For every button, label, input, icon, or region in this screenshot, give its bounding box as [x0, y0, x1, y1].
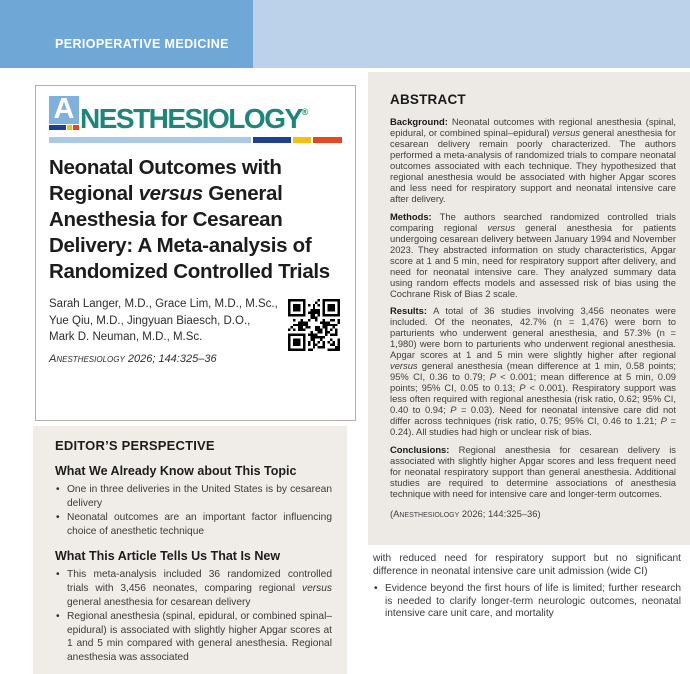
section-label-block [0, 0, 253, 68]
author-line: Sarah Langer, M.D., Grace Lim, M.D., M.Sc., [49, 298, 278, 310]
abstract-results [390, 305, 676, 437]
stripe-navy [49, 125, 66, 130]
abstract-panel [368, 72, 690, 545]
article-card [35, 85, 356, 421]
bar-segment-lightblue [49, 137, 251, 143]
logo-letter-a: A [49, 96, 79, 124]
citation-volume-pages: 2026; 144:325–36 [124, 352, 217, 365]
section-label-results: Results: [390, 305, 427, 316]
journal-header-band [0, 0, 690, 68]
bar-segment-navy [253, 137, 291, 143]
abstract-methods [390, 211, 676, 299]
list-item: • Regional anesthesia (spinal, epidural, or combined spinal–epidural) is associated with slightly higher Apgar scores at 1 and 5 min compared with general anesthesia. Regional anesthesia was associated [55, 610, 332, 664]
known-topic-list [55, 483, 332, 538]
article-title: Neonatal Outcomes with Regional versus General Anesthesia for Cesarean Delivery: A Meta-analysis of Randomized Controlled Trials [49, 156, 330, 283]
list-item: • Evidence beyond the first hours of life is limited; further research is needed to clarify longer-term neurologic outcomes, neonatal intensive care unit care, and mortality [373, 583, 681, 621]
section-label-background: Background: [390, 116, 448, 127]
continuation-list [373, 583, 681, 621]
list-item: • Neonatal outcomes are an important factor influencing choice of anesthetic technique [55, 511, 332, 538]
section-label-methods: Methods: [390, 210, 432, 222]
new-findings-list [55, 568, 332, 664]
abstract-conclusions [390, 444, 676, 499]
abstract-citation [390, 508, 676, 519]
section-text: A total of 36 studies involving 3,456 neonates were included. Of the neonates, 42.7% (n = 1,476) were born to parturients who underwent general anesthesia, and 57.3% (n = 1,980) were born to parturients who underwent regional anesthesia. Apgar scores at 1 and 5 min were slightly higher after regional versus general anesthesia (mean difference at 1 min, 0.58 points; 95% CI, 0.36 to 0.79; P < 0.001; mean difference at 5 min, 0.09 points; 95% CI, 0.05 to 0.13; P < 0.001). Respiratory support was less often required with regional anesthesia (risk ratio, 0.62; 95% CI, 0.40 to 0.94; P = 0.03). Need for neonatal intensive care did not differ across techniques (risk ratio, 0.75; 95% CI, 0.46 to 1.21; P = 0.24). All studies had high or unclear risk of bias. [390, 305, 676, 437]
article-citation [49, 353, 278, 365]
byline-row [49, 296, 342, 365]
logo-color-bar [49, 137, 342, 143]
section-text: The authors searched randomized controlled trials comparing regional versus general anesthesia for patients undergoing cesarean delivery between January 1994 and November 2023. They abstracted information on study characteristics, Apgar score at 1 and 5 min, need for respiratory support after delivery, and need for neonatal intensive care. They analyzed summary data using random effects models and assessed risk of bias using the Cochrane Risk of Bias 2 scale. [390, 210, 676, 299]
logo-wordmark [80, 96, 308, 135]
abstract-heading: ABSTRACT [390, 92, 466, 107]
citation-journal-name: Anesthesiology [49, 352, 125, 365]
editors-perspective-panel [33, 426, 347, 674]
editors-perspective-continuation [373, 553, 681, 622]
list-item: • This meta-analysis included 36 randomized controlled trials with 3,456 neonates, comparing regional versus general anesthesia for cesarean delivery [55, 568, 332, 609]
citation-volume-pages: 2026; 144:325–36) [459, 507, 541, 519]
continuation-text: with reduced need for respiratory support but no significant difference in neonatal intensive care unit admission (wide CI) [373, 553, 681, 577]
editors-perspective-heading: EDITOR’S PERSPECTIVE [55, 438, 215, 453]
citation-journal-name: (Anesthesiology [390, 507, 460, 519]
qr-code-block [288, 299, 340, 365]
author-citation-block [49, 296, 278, 365]
new-findings-heading: What This Article Tells Us That Is New [55, 549, 281, 564]
author-line: Mark D. Neuman, M.D., M.Sc. [49, 331, 203, 343]
bar-segment-red [313, 137, 342, 143]
qr-code [288, 299, 340, 351]
bar-segment-yellow [293, 137, 311, 143]
logo-letter-block [49, 93, 79, 130]
journal-logo [49, 93, 342, 135]
abstract-background [390, 116, 676, 204]
section-label: PERIOPERATIVE MEDICINE [55, 37, 229, 51]
author-line: Yue Qiu, M.D., Jingyuan Biaesch, D.O., [49, 314, 251, 327]
logo-wordmark-text: NESTHESIOLOGY [80, 103, 302, 134]
known-topic-heading: What We Already Know about This Topic [55, 464, 297, 478]
section-text: Neonatal outcomes with regional anesthesia (spinal, epidural, or combined spinal–epidural) versus general anesthesia for cesarean delivery remain poorly characterized. The authors performed a meta-analysis of randomized trials to compare neonatal outcomes associated with each technique. They hypothesized that regional anesthesia would be associated with higher Apgar scores and less need for respiratory support and neonatal intensive care after delivery. [390, 116, 676, 204]
list-item: • One in three deliveries in the United States is by cesarean delivery [55, 483, 332, 510]
section-label-conclusions: Conclusions: [390, 443, 450, 455]
author-list [49, 296, 278, 346]
registered-trademark: ® [301, 107, 309, 117]
stripe-red [73, 125, 79, 130]
stripe-yellow [67, 125, 73, 130]
logo-letter-stripes [49, 125, 79, 130]
section-text: Regional anesthesia for cesarean delivery is associated with slightly higher Apgar scores and less frequent need for neonatal respiratory support than general anesthesia. Additional studies are required to determine associations of anesthesia technique with need for intensive care and longer-term outcomes. [390, 443, 676, 499]
